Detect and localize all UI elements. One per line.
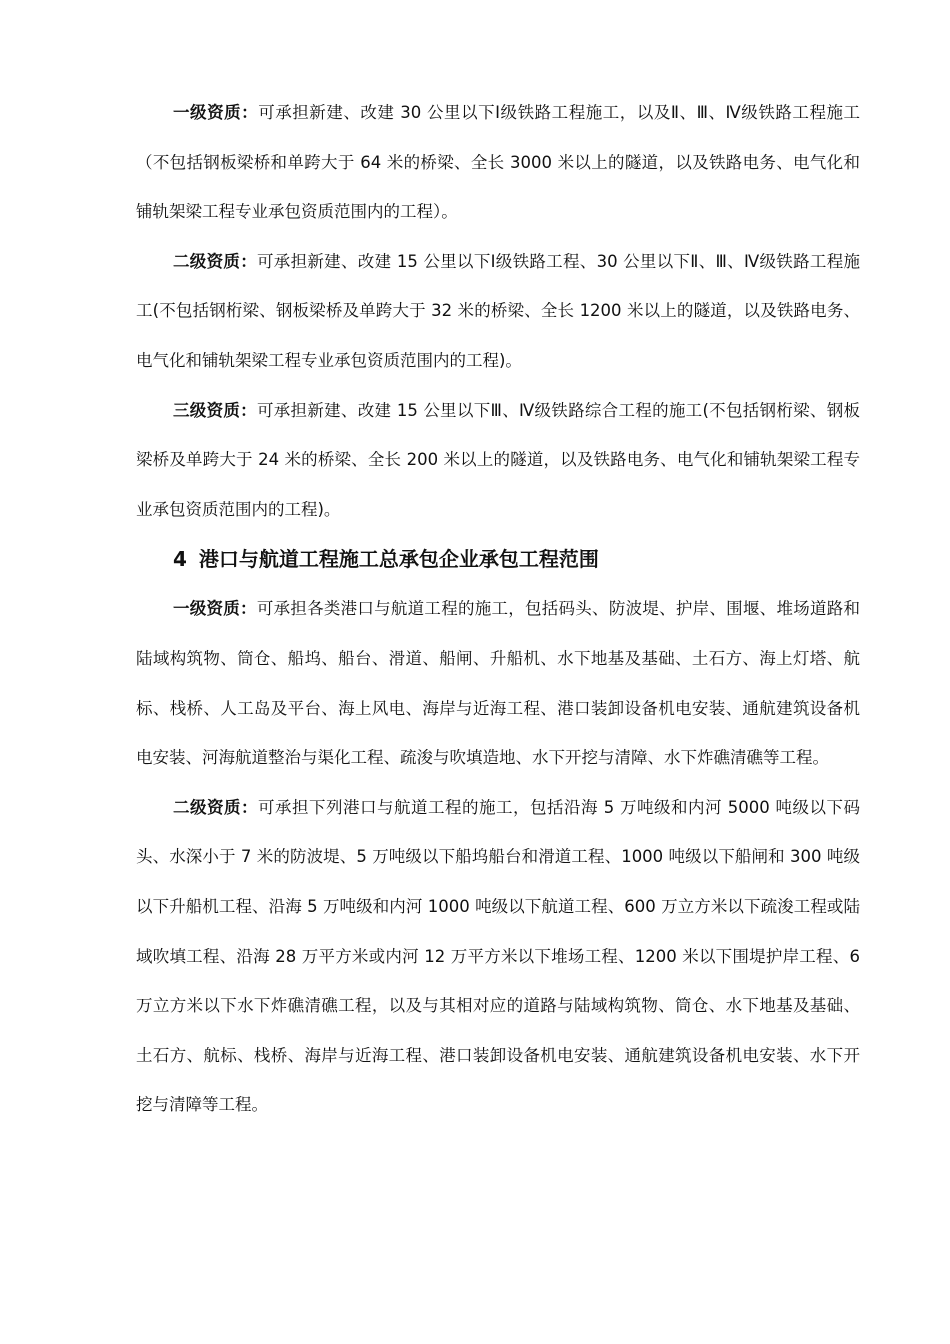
railway-grade3-text: 可承担新建、改建 15 公里以下Ⅲ、Ⅳ级铁路综合工程的施工(不包括钢桁梁、钢板梁桥及单跨大于 24 米的桥梁、全长 200 米以上的隧道，以及铁路电务、电气化和铺轨架梁工程专业承包资质范围内的工程)。 <box>136 400 861 519</box>
railway-grade2-label: 二级资质： <box>173 251 257 271</box>
port-grade2-paragraph <box>136 783 860 1130</box>
port-grade1-label: 一级资质： <box>173 599 257 619</box>
railway-grade1-label: 一级资质： <box>173 103 259 122</box>
port-grade2-text: 可承担下列港口与航道工程的施工，包括沿海 5 万吨级和内河 5000 吨级以下码头、水深小于 7 米的防波堤、5 万吨级以下船坞船台和滑道工程、1000 吨级以下船闸和 300 吨级以下升船机工程、沿海 5 万吨级和内河 1000 吨级以下航道工程、600 万立方米以下疏浚工程或陆域吹填工程、沿海 28 万平方米或内河 12 万平方米以下堆场工程、1200 米以下围堤护岸工程、6 万立方米以下水下炸礁清礁工程，以及与其相对应的道路与陆域构筑物、筒仓、水下地基及基础、土石方、航标、栈桥、海岸与近海工程、港口装卸设备机电安装、通航建筑设备机电安装、水下开挖与清障等工程。 <box>136 797 861 1115</box>
railway-grade1-paragraph <box>136 88 860 237</box>
railway-grade2-text: 可承担新建、改建 15 公里以下Ⅰ级铁路工程、30 公里以下Ⅱ、Ⅲ、Ⅳ级铁路工程施工(不包括钢桁梁、钢板梁桥及单跨大于 32 米的桥梁、全长 1200 米以上的隧道，以及铁路电务、电气化和铺轨架梁工程专业承包资质范围内的工程)。 <box>136 251 860 370</box>
railway-grade2-paragraph <box>136 237 860 386</box>
railway-grade3-paragraph <box>136 386 860 535</box>
port-grade2-label: 二级资质： <box>173 797 259 817</box>
port-grade1-text: 可承担各类港口与航道工程的施工，包括码头、防波堤、护岸、围堰、堆场道路和陆域构筑物、筒仓、船坞、船台、滑道、船闸、升船机、水下地基及基础、土石方、海上灯塔、航标、栈桥、人工岛及平台、海上风电、海岸与近海工程、港口装卸设备机电安装、通航建筑设备机电安装、河海航道整治与渠化工程、疏浚与吹填造地、水下开挖与清障、水下炸礁清礁等工程。 <box>136 599 860 768</box>
section-number: 4 <box>173 547 187 572</box>
railway-grade1-text: 可承担新建、改建 30 公里以下Ⅰ级铁路工程施工，以及Ⅱ、Ⅲ、Ⅳ级铁路工程施工（不包括钢板梁桥和单跨大于 64 米的桥梁、全长 3000 米以上的隧道，以及铁路电务、电气化和铺轨架梁工程专业承包资质范围内的工程）。 <box>136 103 861 222</box>
port-grade1-paragraph <box>136 584 860 782</box>
section-heading <box>136 534 860 584</box>
railway-grade3-label: 三级资质： <box>173 400 257 420</box>
document-body <box>136 88 860 1130</box>
section-title: 港口与航道工程施工总承包企业承包工程范围 <box>198 547 599 572</box>
